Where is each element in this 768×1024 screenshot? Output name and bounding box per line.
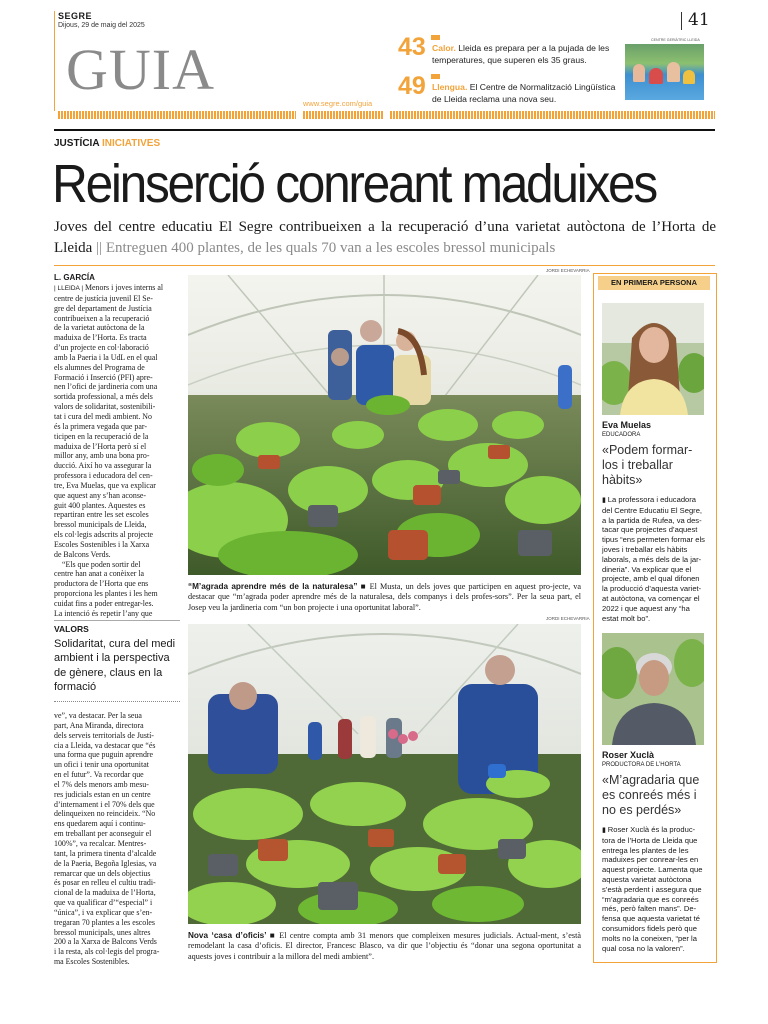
- page-number: 41: [688, 10, 710, 30]
- photo-1-credit: JORDI ECHEVARRIA: [546, 268, 590, 273]
- teaser-1-label: Calor.: [432, 43, 456, 53]
- greenhouse-photo-1[interactable]: [188, 275, 581, 575]
- body-line: sortida professional, a més dels: [54, 392, 153, 402]
- person-1-body-text: La professora i educadora del Centre Educatiu El Segre, a la partida de Rufea, va des-tacar que projectes d’aquest tipus “ens permeten formar els joves i treballar els hàbits laborals, a més dels de la jar-dineria”. Va explicar que el projecte, amb el qual difonen la producció d’aquesta variet-at autòctona, va començar el 2022 i que aquest any “ha estat molt bo”.: [602, 495, 705, 623]
- body-line: tant, la primera tinenta d’alcalde: [54, 848, 157, 858]
- body-line: 100%”, va recalcar. Mentres-: [54, 838, 147, 848]
- photo-1-caption: “M’agrada aprendre més de la naturalesa” ■ El Musta, un dels joves que participen en aquest pro-jecte, va destacar que “m’agrada poder aprendre més de la naturalesa, dels companys i dels profes-sors”. Per la seua part, el Josep veu la jardineria com “un bon projecte i una oportunitat laboral”.: [188, 582, 581, 612]
- body-line: tre, Eva Muelas, que va explicar: [54, 480, 156, 490]
- body-line: maduixa de l’Horta. Es tracta: [54, 333, 147, 343]
- body-line: dels serveis territorials de Justí-: [54, 730, 154, 740]
- body-line: La intenció és repetir l’any que: [54, 608, 153, 618]
- subhead-rule: [54, 265, 715, 266]
- body-line: bressol municipals de Lleida,: [54, 520, 147, 530]
- body-line: els alumnes del Programa de: [54, 362, 145, 372]
- dateline: | LLEIDA |: [54, 285, 84, 292]
- photo-2-caption: Nova ‘casa d’oficis’ ■ El centre compta amb 31 menors que compleixen mesures judicials. Actual-ment, s’està remodelant la casa d’oficis. El director, Francesc Blasco, va dir que l’objectiu és “donar una segona oportunitat a aquests joves i contribuir a la millora del medi ambient”.: [188, 931, 581, 961]
- body-line: d’internament i el 70% dels que: [54, 799, 155, 809]
- body-line: valors de solidaritat, sostenibili-: [54, 402, 156, 412]
- teaser-1-page: 43: [398, 33, 426, 61]
- person-1-quote: «Podem formar-los i treballar hàbits»: [602, 443, 693, 487]
- teaser-photo-credit: CENTRE GERIÀTRIC LLEIDA: [651, 38, 700, 42]
- body-line: remarcar que un dels objectius: [54, 868, 151, 878]
- body-line: bressol municipals, unes altres: [54, 927, 151, 937]
- body-line: el 7% dels menors amb mesu-: [54, 779, 149, 789]
- valors-label: VALORS: [54, 624, 89, 634]
- header-stripe-mid: [303, 111, 383, 119]
- headline: Reinserció conreant maduixes: [52, 154, 656, 214]
- body-line: tat i cura del medi ambient. No: [54, 411, 152, 421]
- sidebar-header: EN PRIMERA PERSONA: [598, 276, 710, 290]
- teaser-1-body: Lleida es prepara per a la pujada de les temperatures, que superen els 35 graus.: [432, 43, 610, 65]
- teaser-2-body: El Centre de Normalització Lingüística de Lleida reclama una nova seu.: [432, 82, 616, 104]
- body-line: tregaran 70 plantes a les escoles: [54, 917, 156, 927]
- body-line: d’un projecte en col·laboració: [54, 343, 149, 353]
- subhead-main: Joves del centre educatiu El Segre contribueixen a la recuperació d’una varietat autòctona de l’Horta de Lleida: [54, 219, 716, 256]
- person-2-body-text: Roser Xuclà és la produc-tora de l’Horta de Lleida que entrega les plantes de les maduixes per conrear-les en aquest projecte. Lamenta que aquesta varietat autòctona s’està perdent i assegura que “m’agradaria que es conreés més, però falten mans”. De-fensa que aquesta varietat té consumidors fidels però que molts no la coneixen, “per la qual cosa no la valoren”.: [602, 825, 703, 953]
- teaser-1-text: [432, 42, 622, 66]
- page-number-divider: [681, 12, 682, 30]
- portrait-roser-xucla[interactable]: [602, 633, 704, 745]
- body-line: cuidat fins a poder entregar-les.: [54, 599, 154, 608]
- body-line: que va qualificar d’“especial” i: [54, 898, 153, 908]
- person-2-quote: «M’agradaria que es conreés més i no es perdés»: [602, 773, 700, 817]
- byline: L. GARCÍA: [54, 273, 95, 282]
- photo-1-caption-title: “M’agrada aprendre més de la naturalesa”: [188, 582, 358, 591]
- body-line: en el futur”. Va recordar que: [54, 770, 144, 780]
- body-line: millor any, amb una bona pro-: [54, 451, 150, 461]
- person-2-role: PRODUCTORA DE L’HORTA: [602, 762, 681, 768]
- teaser-2-mark: [431, 74, 440, 79]
- body-line: i la resta, als col·legis del progra-: [54, 947, 160, 957]
- person-1-body: ▮ La professora i educadora del Centre Educatiu El Segre, a la partida de Rufea, va des-tacar que projectes d’aquest tipus “ens permeten formar els joves i treballar els hàbits laborals, a més dels de la jar-dineria”. Va explicar que el projecte, amb el qual difonen la producció d’aquesta variet-at autòctona, va començar el 2022 i que aquest any “ha estat molt bo”.: [602, 495, 705, 623]
- greenhouse-photo-2[interactable]: [188, 624, 581, 924]
- body-line: productora de l’Horta que ens: [54, 579, 149, 589]
- body-line: una forma que puguin aprendre: [54, 750, 154, 760]
- subhead-secondary: Entreguen 400 plantes, de les quals 70 van a les escoles bressol municipals: [105, 240, 556, 256]
- body-line: maduixa de l’Horta però sí el: [54, 441, 147, 451]
- body-column-top: [54, 283, 180, 619]
- teaser-1-mark: [431, 35, 440, 40]
- section-title: GUIA: [66, 37, 215, 102]
- photo-2-caption-text: El centre compta amb 31 menors que compleixen mesures judicials. Actual-ment, s’està remodelant la casa d’oficis. El director, Francesc Blasco, va dir que l’objectiu és “donar una segona oportunitat a aquests joves i contribuir a la millora del medi ambient”.: [188, 931, 581, 961]
- portrait-eva-muelas[interactable]: [602, 303, 704, 415]
- body-line: és posar en relleu el cultiu tradi-: [54, 878, 156, 888]
- body-line: Formació i Inserció (PFI) apre-: [54, 372, 153, 382]
- portrait-eva-muelas-illustration: [602, 303, 704, 415]
- body-line: part, Ana Miranda, directora: [54, 720, 144, 730]
- person-1-role: EDUCADORA: [602, 432, 641, 438]
- person-2-body: ▮ Roser Xuclà és la produc-tora de l’Horta de Lleida que entrega les plantes de les maduixes per conrear-les en aquest projecte. Lamenta que aquesta varietat autòctona s’està perdent i assegura que “m’agradaria que es conreés més, però falten mans”. De-fensa que aquesta varietat té consumidors fidels però que molts no la coneixen, “per la qual cosa no la valoren”.: [602, 825, 703, 953]
- teaser-2-label: Llengua.: [432, 82, 468, 92]
- photo-1-caption-text: El Musta, un dels joves que participen en aquest pro-jecte, va destacar que “m’agrada poder aprendre més de la naturalesa, dels companys i dels profes-sors”. Per la seua part, el Josep veu la jardineria com “un bon projecte i una oportunitat laboral”.: [188, 582, 581, 612]
- body-column-bottom: [54, 711, 180, 967]
- person-1-name: Eva Muelas: [602, 420, 652, 430]
- body-line: proporciona les plantes i les hem: [54, 589, 158, 599]
- header-stripe-left: [58, 111, 296, 119]
- header-stripe-right: [390, 111, 715, 119]
- body-line: els col·legis adscrits al projecte: [54, 530, 154, 540]
- body-line: em treballant per aconseguir el: [54, 829, 152, 839]
- body-line: res judicials estan en un centre: [54, 789, 151, 799]
- body-line: “Els que poden sortir del: [62, 559, 141, 569]
- header-left-rule: [54, 11, 55, 111]
- valors-pullquote: Solidaritat, cura del medi ambient i la perspectiva de gènere, claus en la formació: [54, 638, 176, 694]
- body-line: un ofici i tenir una oportunitat: [54, 760, 149, 770]
- body-line: cional de la maduixa de l’Horta,: [54, 888, 156, 898]
- kicker-sub: INICIATIVES: [101, 138, 161, 149]
- body-line: ticipen en la recuperació de la: [54, 431, 149, 441]
- body-line: de la varietat autòctona de la: [54, 323, 145, 333]
- masthead-date: Dijous, 29 de maig del 2025: [58, 22, 145, 29]
- person-2-name: Roser Xuclà: [602, 750, 655, 760]
- subhead: [54, 217, 716, 259]
- body-line: ens quedarem aquí i continu-: [54, 819, 146, 829]
- body-line: centre de justícia juvenil El Se-: [54, 293, 153, 303]
- teaser-2-text: [432, 81, 622, 105]
- body-line: ma Escoles Sostenibles.: [54, 957, 130, 967]
- body-line: de la Paeria, Begoña Iglesias, va: [54, 858, 157, 868]
- body-line: que aquest any s’han aconse-: [54, 490, 147, 500]
- valors-rule-top: [54, 620, 180, 621]
- body-line: repartiran entre les set escoles: [54, 510, 149, 520]
- body-line: 200 a la Xarxa de Balcons Verds: [54, 937, 157, 947]
- body-line: ducció. Així ho va assegurar la: [54, 461, 152, 471]
- body-line: gre del departament de Justícia: [54, 303, 152, 313]
- body-line: “única”, i va explicar que s’en-: [54, 907, 153, 917]
- header-rule: [54, 129, 715, 131]
- subhead-separator: ||: [92, 240, 106, 256]
- body-line: contribueixen a la recuperació: [54, 313, 150, 323]
- portrait-roser-xucla-illustration: [602, 633, 704, 745]
- kicker: [54, 138, 160, 149]
- teaser-2-page: 49: [398, 72, 426, 100]
- body-line: centre han anat a conèixer la: [54, 569, 145, 579]
- body-line: és la primera vegada que par-: [54, 421, 147, 431]
- greenhouse-photo-1-illustration: [188, 275, 581, 575]
- photo-2-credit: JORDI ECHEVARRIA: [546, 616, 590, 621]
- website-link[interactable]: www.segre.com/guia: [303, 99, 373, 108]
- valors-rule-bottom: [54, 701, 180, 702]
- body-line: cia a Lleida, va destacar que “és: [54, 740, 156, 750]
- teaser-photo[interactable]: [625, 44, 704, 100]
- greenhouse-photo-2-illustration: [188, 624, 581, 924]
- body-first-line: [54, 283, 180, 294]
- body-line: de Balcons Verds.: [54, 549, 111, 559]
- body-line: Escoles Sostenibles i la Xarxa: [54, 539, 150, 549]
- body-line: ve”, va destacar. Per la seua: [54, 711, 142, 720]
- body-line: guit 400 plantes. Aquestes es: [54, 500, 146, 510]
- body-line: Menors i joves interns al: [85, 283, 164, 292]
- body-line: nen l’ofici de jardineria com una: [54, 382, 158, 392]
- body-line: delinqueixen no reincideix. “No: [54, 809, 156, 819]
- photo-2-caption-title: Nova ‘casa d’oficis’: [188, 931, 267, 940]
- masthead-brand: SEGRE: [58, 11, 93, 21]
- kicker-main: JUSTÍCIA: [54, 138, 100, 149]
- body-line: amb la Paeria i la UdL en el qual: [54, 352, 158, 362]
- body-line: professora i educadora del cen-: [54, 471, 153, 481]
